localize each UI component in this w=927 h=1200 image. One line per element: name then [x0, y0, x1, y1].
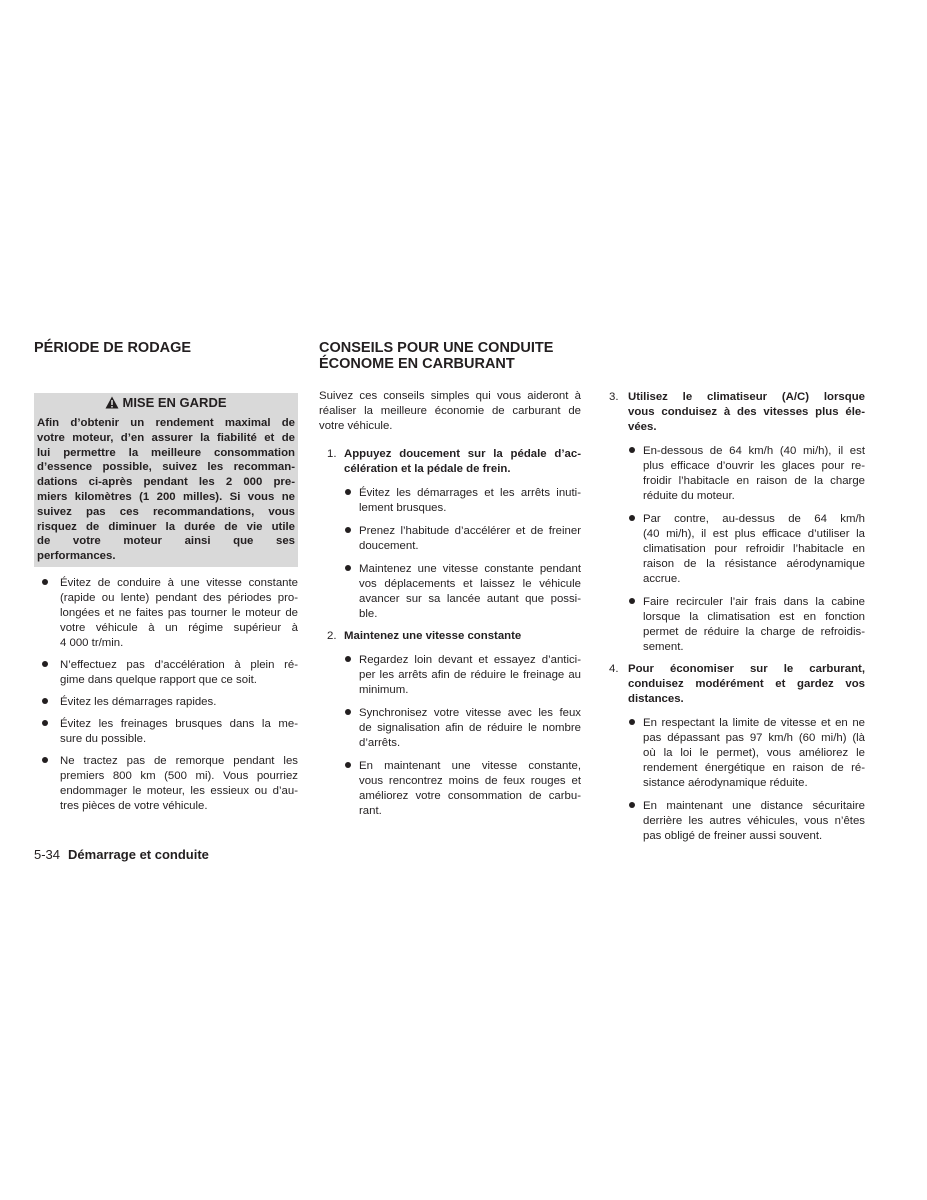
text-line: longées et ne faites pas tourner le moteur de — [60, 606, 298, 619]
warning-line: d’essence possible, suivez les recomman- — [37, 461, 295, 474]
text-line: Maintenez une vitesse constante pendant — [359, 563, 581, 575]
text-line: lement brusques. — [359, 502, 447, 514]
text-line: rendement énergétique en raison de ré- — [643, 762, 865, 774]
numbered-item-title — [319, 447, 581, 477]
intro-line: réaliser la meilleure économie de carburant de — [319, 405, 581, 417]
bullet-text — [359, 706, 581, 751]
bullet-dot-icon — [42, 576, 48, 591]
item-title-text — [628, 390, 865, 435]
text-line: (rapide ou lente) pendant des périodes pro- — [60, 591, 298, 604]
bullet-text — [359, 524, 581, 554]
bullet-dot-icon — [42, 695, 48, 710]
bullet-dot-icon — [629, 716, 635, 731]
bullet-item — [609, 595, 865, 655]
title-line: conduisez modérément et gardez vos — [628, 678, 865, 690]
text-line: endommager le moteur, les essieux ou d’au- — [60, 784, 298, 797]
bullet-item — [609, 444, 865, 504]
text-line: où la loi le permet), vous améliorez le — [643, 747, 865, 759]
bullet-text — [643, 716, 865, 791]
warning-line: lui permettre la meilleure consommation — [37, 446, 295, 459]
item-number: 2. — [327, 630, 337, 642]
numbered-item-title — [609, 662, 865, 707]
text-line: ble. — [359, 608, 378, 620]
text-line: Évitez les freinages brusques dans la me- — [60, 717, 298, 730]
bullet-text — [359, 486, 581, 516]
item-title-text — [344, 629, 581, 644]
text-line: N’effectuez pas d’accélération à plein ré- — [60, 658, 298, 671]
bullet-text — [60, 695, 298, 710]
text-line: Synchronisez votre vitesse avec les feux — [359, 707, 581, 719]
text-line: En maintenant une distance sécuritaire — [643, 800, 865, 812]
bullet-item — [34, 658, 298, 688]
text-line: accrue. — [643, 573, 681, 585]
text-line: Par contre, au-dessus de 64 km/h — [643, 513, 865, 525]
text-line: En maintenant une vitesse constante, — [359, 760, 581, 772]
text-line: sement. — [643, 641, 684, 653]
text-line: tres pièces de votre véhicule. — [60, 799, 208, 812]
bullet-dot-icon — [42, 717, 48, 732]
bullet-text — [643, 595, 865, 655]
text-line: plus efficace d’ouvrir les glaces pour re- — [643, 460, 865, 472]
bullet-item — [609, 716, 865, 791]
text-line: doucement. — [359, 540, 419, 552]
text-line: pas obligé de freiner aussi souvent. — [643, 830, 823, 842]
numbered-item-title — [609, 390, 865, 435]
left-bullet-list — [34, 576, 298, 814]
warning-line: suivez pas ces recommandations, vous — [37, 505, 295, 518]
bullet-text — [60, 717, 298, 747]
numbered-item — [609, 390, 865, 655]
text-line: 4 000 tr/min. — [60, 636, 124, 649]
text-line: Ne tractez pas de remorque pendant les — [60, 754, 298, 767]
title-line: Utilisez le climatiseur (A/C) lorsque — [628, 391, 865, 403]
text-line: Évitez de conduire à une vitesse constante — [60, 576, 298, 589]
left-column — [34, 340, 298, 814]
bullet-dot-icon — [345, 653, 351, 668]
text-line: votre véhicule à un régime supérieur à — [60, 621, 298, 634]
numbered-item — [609, 662, 865, 844]
bullet-dot-icon — [629, 799, 635, 814]
footer-section-title: Démarrage et conduite — [68, 847, 209, 862]
bullet-dot-icon — [629, 595, 635, 610]
text-line: avancer sur sa lancée autant que possi- — [359, 593, 581, 605]
text-line: premiers 800 km (500 mi). Vous pourriez — [60, 769, 298, 782]
title-line: Maintenez une vitesse constante — [344, 630, 522, 642]
text-line: minimum. — [359, 684, 409, 696]
item-number: 4. — [609, 663, 619, 675]
bullet-dot-icon — [42, 754, 48, 769]
warning-line: dations ci-après pendant les 2 000 pre- — [37, 476, 295, 489]
title-line: vées. — [628, 421, 657, 433]
text-line: En respectant la limite de vitesse et en ne — [643, 717, 865, 729]
bullet-item — [319, 706, 581, 751]
warning-line: performances. — [37, 550, 116, 563]
warning-box — [34, 393, 298, 567]
section-heading-rodage: PÉRIODE DE RODAGE — [34, 340, 192, 356]
bullet-text — [359, 759, 581, 819]
item-title-text — [628, 662, 865, 707]
bullet-item — [34, 717, 298, 747]
text-line: d’arrêts. — [359, 737, 401, 749]
warning-triangle-icon — [105, 396, 119, 409]
warning-header — [34, 393, 298, 413]
heading-line: CONSEILS POUR UNE CONDUITE — [319, 340, 554, 356]
bullet-dot-icon — [345, 524, 351, 539]
warning-line: miers kilomètres (1 200 milles). Si vous ne — [37, 490, 295, 503]
text-line: per les arrêts afin de réduire le freinage au — [359, 669, 581, 681]
text-line: raison de la résistance aérodynamique — [643, 558, 865, 570]
bullet-item — [319, 562, 581, 622]
warning-line: de votre moteur ainsi que ses — [37, 535, 295, 548]
text-line: Regardez loin devant et essayez d’antici- — [359, 654, 581, 666]
page-footer — [34, 846, 209, 863]
bullet-item — [319, 759, 581, 819]
bullet-item — [319, 524, 581, 554]
bullet-item — [609, 799, 865, 844]
text-line: Évitez les démarrages et les arrêts inuti- — [359, 487, 581, 499]
text-line: rant. — [359, 805, 382, 817]
title-line: vous conduisez à des vitesses plus éle- — [628, 406, 865, 418]
text-line: froidir l’habitacle en raison de la charge — [643, 475, 865, 487]
bullet-text — [359, 653, 581, 698]
bullet-text — [359, 562, 581, 622]
numbered-item-title — [319, 629, 581, 644]
text-line: sure du possible. — [60, 732, 147, 745]
text-line: pas dépassant pas 97 km/h (60 mi/h) (là — [643, 732, 865, 744]
warning-line: Afin d’obtenir un rendement maximal de — [37, 417, 295, 429]
text-line: lorsque la climatisation est en fonction — [643, 611, 865, 623]
text-line: améliorez votre consommation de carbu- — [359, 790, 581, 802]
intro-paragraph — [319, 389, 581, 434]
bullet-dot-icon — [345, 759, 351, 774]
bullet-text — [60, 576, 298, 651]
text-line: climatisation pour refroidir l’habitacle en — [643, 543, 865, 555]
bullet-text — [643, 444, 865, 504]
text-line: vos déplacements et laissez le véhicule — [359, 578, 581, 590]
bullet-item — [34, 754, 298, 814]
heading-line: ÉCONOME EN CARBURANT — [319, 356, 515, 372]
numbered-tips-list — [319, 447, 581, 819]
text-line: (40 mi/h), il est plus efficace d’utiliser la — [643, 528, 865, 540]
intro-line: Suivez ces conseils simples qui vous aideront à — [319, 390, 581, 402]
text-line: Faire recirculer l’air frais dans la cabine — [643, 596, 865, 608]
bullet-text — [60, 754, 298, 814]
item-title-text — [344, 447, 581, 477]
item-number: 3. — [609, 391, 619, 403]
text-line: réduite du moteur. — [643, 490, 735, 502]
title-line: Appuyez doucement sur la pédale d’ac- — [344, 448, 581, 460]
warning-line: votre moteur, d’en assurer la fiabilité et de — [37, 431, 295, 444]
numbered-item — [319, 629, 581, 819]
middle-column — [319, 340, 581, 819]
bullet-dot-icon — [345, 486, 351, 501]
text-line: de signalisation afin de réduire le nombre — [359, 722, 581, 734]
numbered-tips-list-continued — [609, 390, 865, 844]
bullet-item — [319, 653, 581, 698]
bullet-dot-icon — [345, 706, 351, 721]
text-line: sistance aérodynamique réduite. — [643, 777, 808, 789]
bullet-text — [643, 512, 865, 587]
bullet-dot-icon — [629, 512, 635, 527]
title-line: Pour économiser sur le carburant, — [628, 663, 865, 675]
text-line: En-dessous de 64 km/h (40 mi/h), il est — [643, 445, 865, 457]
warning-title: MISE EN GARDE — [122, 395, 227, 410]
text-line: Prenez l’habitude d’accélérer et de freiner — [359, 525, 581, 537]
title-line: distances. — [628, 693, 684, 705]
bullet-item — [609, 512, 865, 587]
text-line: gime dans quelque rapport que ce soit. — [60, 673, 257, 686]
title-line: célération et la pédale de frein. — [344, 463, 511, 475]
text-line: derrière les autres véhicules, vous n’êtes — [643, 815, 865, 827]
page-number: 5-34 — [34, 847, 61, 862]
text-line: permet de réduire la charge de refroidis- — [643, 626, 865, 638]
bullet-dot-icon — [629, 444, 635, 459]
bullet-item — [34, 576, 298, 651]
item-number: 1. — [327, 448, 337, 460]
text-line: Évitez les démarrages rapides. — [60, 695, 217, 708]
intro-line: votre véhicule. — [319, 420, 393, 432]
bullet-text — [643, 799, 865, 844]
bullet-item — [319, 486, 581, 516]
bullet-dot-icon — [42, 658, 48, 673]
numbered-item — [319, 447, 581, 622]
bullet-dot-icon — [345, 562, 351, 577]
warning-line: risquez de diminuer la durée de vie utile — [37, 520, 295, 533]
right-column — [609, 390, 865, 844]
section-heading-conseils — [319, 340, 581, 372]
text-line: vous rencontrez moins de feux rouges et — [359, 775, 581, 787]
bullet-item — [34, 695, 298, 710]
bullet-text — [60, 658, 298, 688]
warning-text — [34, 413, 298, 567]
